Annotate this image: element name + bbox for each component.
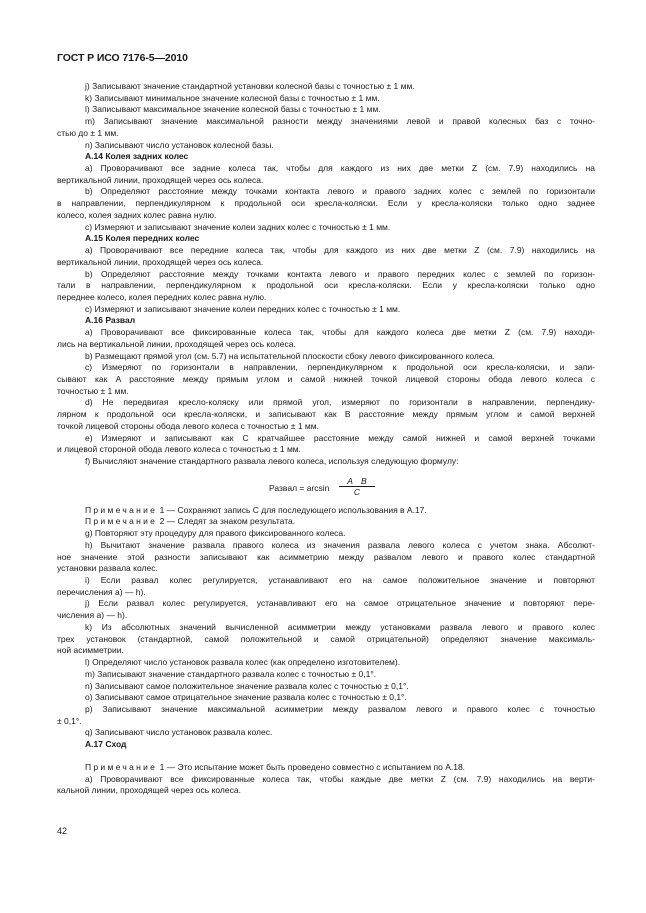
paragraph <box>57 774 595 797</box>
text-line: е) Измеряют и записывают как C кратчайшее расстояние между самой нижней и самой верхней точками <box>85 432 595 443</box>
text-line: n) Записывают самое положительное значение развала колес с точностью ± 0,1°. <box>85 680 409 691</box>
text-line: m) Записывают значение стандартного развала колес с точностью ± 0,1°. <box>85 668 377 679</box>
text-line: числения а) — h). <box>57 610 128 621</box>
text-line: ное значение этой разности записывают как асимметрию между развалом левого и правого колес стандартной <box>57 551 595 562</box>
note <box>57 505 595 517</box>
note-text: 1 — Это испытание может быть проведено совместно с испытанием по А.18. <box>157 761 466 772</box>
text-line: l) Записывают максимальное значение колесной базы с точностью ± 1 мм. <box>85 104 381 115</box>
text-line: переднее колесо, колея передних колес равна нулю. <box>57 291 267 302</box>
paragraph <box>57 657 595 669</box>
paragraph <box>57 304 595 316</box>
text-line: точностью ± 1 мм. <box>57 385 129 396</box>
note <box>57 762 595 774</box>
text-line: k) Из абсолютных значений вычисленной асимметрии между установками развала левого и правого колес <box>85 621 595 632</box>
text-line: b) Определяют расстояние между точками контакта левого и правого задних колес с землей по горизонтали <box>85 186 595 197</box>
fraction <box>339 476 375 497</box>
text-line: p) Записывают значение максимальной асимметрии между развалом левого и правого колес с точностью <box>85 703 595 714</box>
text-line: а) Проворачивают все фиксированные колеса так, чтобы каждые две метки Z (см. 7.9) находились на верти- <box>85 773 595 784</box>
text-line: j) Если развал колес регулируется, устанавливают его на самое отрицательное значение и повторяют пере- <box>85 598 595 609</box>
paragraph <box>57 456 595 468</box>
text-line: и лицевой стороной обода левого колеса с точностью ± 1 мм. <box>57 444 302 455</box>
paragraph <box>57 327 595 350</box>
text-line: с) Измеряют и записывают значение колеи передних колес с точностью ± 1 мм. <box>85 303 401 314</box>
document-header: ГОСТ Р ИСО 7176-5—2010 <box>57 52 188 64</box>
note-text: 1 — Сохраняют запись C для последующего использования в А.17. <box>157 504 427 515</box>
note-text: 2 — Следят за знаком результата. <box>157 516 296 527</box>
text-line: вертикальной линии, проходящей через ось колеса. <box>57 174 264 185</box>
text-line: с) Измеряют по горизонтали в направлении, перпендикулярном к продольной оси кресла-коляски, и запи- <box>85 362 595 373</box>
paragraph <box>57 81 595 93</box>
text-line: i) Если развал колес регулируется, устанавливают его на самое положительное значение и повторяют <box>85 575 595 586</box>
paragraph <box>57 116 595 139</box>
text-line: стью до ± 1 мм. <box>57 127 119 138</box>
text-line: тали в направлении, перпендикулярном к продольной оси кресла-коляски. Если у кресла-коляски только одно <box>57 280 595 291</box>
text-line: сывают как A расстояние между прямым углом и самой нижней точкой лицевой стороны обода левого колеса с <box>57 373 595 384</box>
document-body <box>57 81 595 797</box>
fraction-denominator: C <box>353 486 361 497</box>
paragraph <box>57 622 595 657</box>
text-line: ± 0,1°. <box>57 715 82 726</box>
note-label: Примечание <box>85 761 158 772</box>
text-line: установки развала колес. <box>57 563 158 574</box>
formula <box>57 468 595 505</box>
text-line: k) Записывают минимальное значение колесной базы с точностью ± 1 мм. <box>85 92 380 103</box>
paragraph <box>57 397 595 432</box>
paragraph <box>57 727 595 739</box>
text-line: а) Проворачивают все фиксированные колеса так, чтобы для каждого колеса две метки Z (см. 7.9) находи- <box>85 327 595 338</box>
paragraph <box>57 269 595 304</box>
paragraph <box>57 245 595 268</box>
text-line: h) Вычитают значение развала правого колеса из значения развала левого колеса с учетом знака. Абсолют- <box>85 539 595 550</box>
paragraph <box>57 186 595 221</box>
section-heading: А.14 Колея задних колес <box>85 151 189 162</box>
text-line: b) Определяют расстояние между точками контакта левого и правого передних колес с землей по горизон- <box>85 268 595 279</box>
text-line: вертикальной линии, проходящей через ось колеса. <box>57 256 264 267</box>
text-line: d) Не передвигая кресло-коляску или прямой угол, измеряют по горизонтали в направлении, перпендику- <box>85 397 595 408</box>
paragraph <box>57 540 595 575</box>
text-line: о) Записывают самое отрицательное значение развала колес с точностью ± 0,1°. <box>85 692 407 703</box>
spacer <box>57 751 595 762</box>
text-line: лись на вертикальной линии, проходящей через ось колеса. <box>57 338 296 349</box>
paragraph <box>57 140 595 152</box>
page-number: 42 <box>57 826 68 836</box>
text-line: а) Проворачивают все передние колеса так, чтобы для каждого из них две метки Z (см. 7.9) находились на <box>85 245 595 256</box>
text-line: g) Повторяют эту процедуру для правого фиксированного колеса. <box>85 528 346 539</box>
paragraph <box>57 433 595 456</box>
text-line: b) Размещают прямой угол (см. 5.7) на испытательной плоскости сбоку левого фиксированного колеса. <box>85 350 495 361</box>
note-label: Примечание <box>85 504 158 515</box>
text-line: с) Измеряют и записывают значение колеи задних колес с точностью ± 1 мм. <box>85 221 391 232</box>
paragraph <box>57 669 595 681</box>
paragraph <box>57 598 595 621</box>
text-line: а) Проворачивают все задние колеса так, чтобы для каждого из них две метки Z (см. 7.9) находились на <box>85 163 595 174</box>
text-line: q) Записывают число установок развала колес. <box>85 727 273 738</box>
text-line: лярном к продольной оси кресла-коляски, и записывают как B расстояние между прямым углом и самой верхней <box>57 409 595 420</box>
text-line: точкой лицевой стороны обода левого колеса с точностью ± 1 мм. <box>57 420 319 431</box>
paragraph <box>57 362 595 397</box>
text-line: f) Вычисляют значение стандартного развала левого колеса, используя следующую формулу: <box>85 456 459 466</box>
paragraph <box>57 575 595 598</box>
note-label: Примечание <box>85 516 158 527</box>
note <box>57 516 595 528</box>
section-heading: А.16 Развал <box>85 315 136 326</box>
text-line: ной асимметрии. <box>57 645 124 656</box>
paragraph <box>57 222 595 234</box>
fraction-numerator: A B <box>339 476 375 487</box>
text-line: n) Записывают число установок колесной базы. <box>85 139 274 150</box>
text-line: кальной линии, проходящей через ось колеса. <box>57 785 241 796</box>
paragraph <box>57 704 595 727</box>
text-line: в направлении, перпендикулярном к продольной оси кресла-коляски. Если у кресла-коляски только одно заднее <box>57 198 595 209</box>
paragraph <box>57 163 595 186</box>
section-heading: А.15 Колея передних колес <box>85 233 200 244</box>
text-line: l) Определяют число установок развала колес (как определено изготовителем). <box>85 657 401 668</box>
paragraph <box>57 93 595 105</box>
formula-lhs: Развал = arcsin <box>269 482 330 493</box>
text-line: j) Записывают значение стандартной установки колесной базы с точностью ± 1 мм. <box>85 81 415 91</box>
text-line: m) Записывают значение максимальной разности между значениями левой и правой колесных баз с точно- <box>85 116 595 127</box>
paragraph <box>57 351 595 363</box>
text-line: трех установок (стандартной, самой положительной и самой отрицательной) определяют значение максималь- <box>57 633 595 644</box>
section-heading: А.17 Сход <box>85 739 127 750</box>
paragraph <box>57 692 595 704</box>
text-line: колесо, колея задних колес равна нулю. <box>57 209 217 220</box>
paragraph <box>57 104 595 116</box>
paragraph <box>57 681 595 693</box>
paragraph <box>57 528 595 540</box>
text-line: перечисления а) — h). <box>57 586 146 597</box>
